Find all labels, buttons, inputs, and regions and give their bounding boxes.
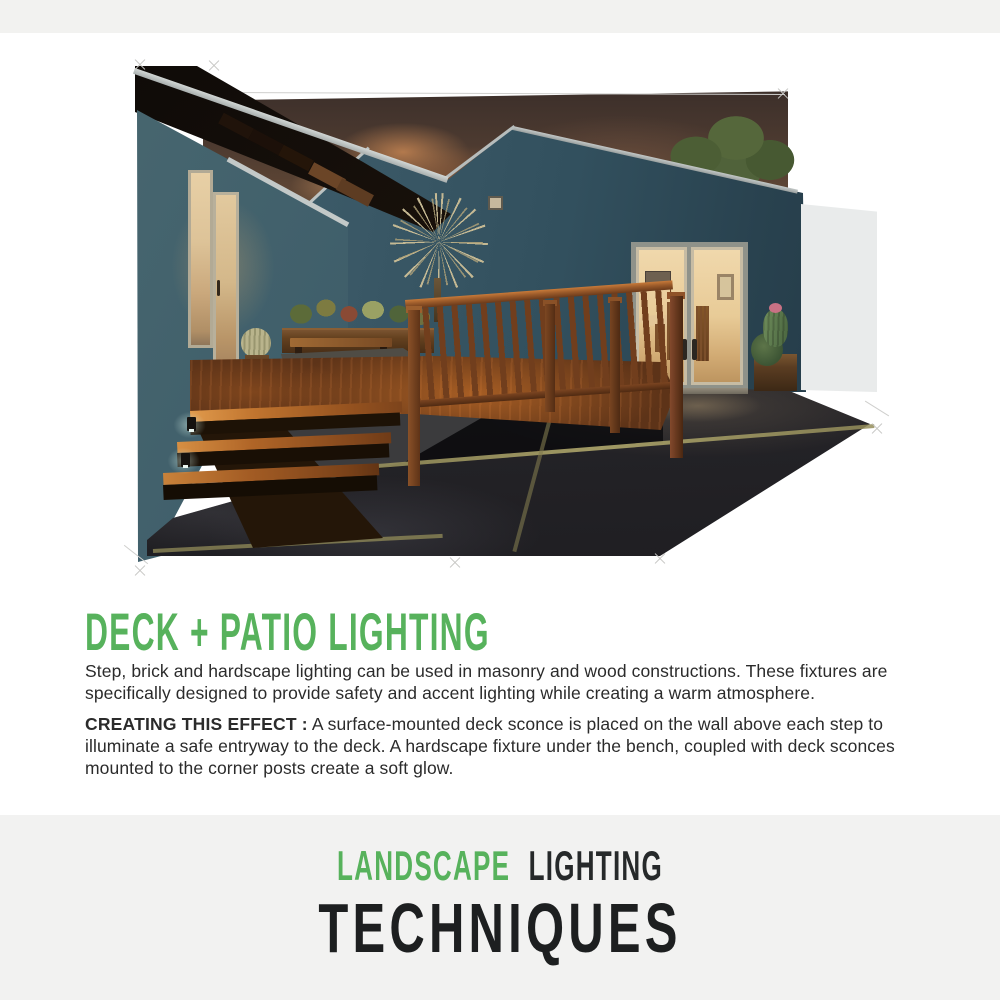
effect-paragraph [85, 713, 947, 779]
sconce-light-dot [189, 429, 194, 432]
interior-chair [696, 306, 709, 361]
intro-paragraph: Step, brick and hardscape lighting can be used in masonry and wood constructions. These fixtures are specifically designed to provide safety and accent lighting while creating a warm atmosphere. [85, 661, 888, 703]
deck-patio-illustration [133, 62, 877, 594]
interior-picture-frame [717, 274, 734, 300]
footer [0, 815, 1000, 1000]
railing-corner-post [670, 296, 683, 458]
door-pull-handle [692, 339, 697, 360]
entry-sidelight [188, 170, 213, 348]
effect-text: A surface-mounted deck sconce is placed on the wall above each step to illuminate a safe entryway to the deck. A hardscape fixture under the bench, coupled with deck sconces mounted to the corner posts create a soft glow. [85, 714, 895, 778]
footer-title: TECHNIQUES [318, 889, 682, 968]
registration-mark [133, 57, 147, 71]
brand-line [190, 843, 810, 889]
gable-vent [488, 196, 503, 210]
brand-word-lighting: LIGHTING [528, 842, 663, 889]
cactus-body-right [763, 309, 788, 347]
corner-hairline [865, 401, 889, 417]
registration-mark [207, 58, 221, 72]
railing-post [610, 301, 620, 433]
section-heading: DECK + PATIO LIGHTING [85, 603, 490, 662]
top-strip [0, 0, 1000, 33]
bench-seat [290, 338, 392, 347]
cactus-flower [769, 303, 782, 313]
registration-mark [133, 563, 147, 577]
registration-mark [870, 421, 884, 435]
effect-label: CREATING THIS EFFECT : [85, 714, 308, 734]
yucca-plant-inner [395, 198, 483, 286]
registration-mark [776, 86, 790, 100]
registration-mark [653, 551, 667, 565]
railing-post [408, 310, 420, 486]
barrel-cactus [241, 328, 271, 357]
sconce-light-dot [183, 465, 188, 468]
brand-word-landscape: LANDSCAPE [337, 842, 511, 889]
door-handle [217, 280, 220, 296]
registration-mark [448, 555, 462, 569]
railing-post [545, 304, 555, 412]
scene-top-edge [208, 92, 785, 95]
